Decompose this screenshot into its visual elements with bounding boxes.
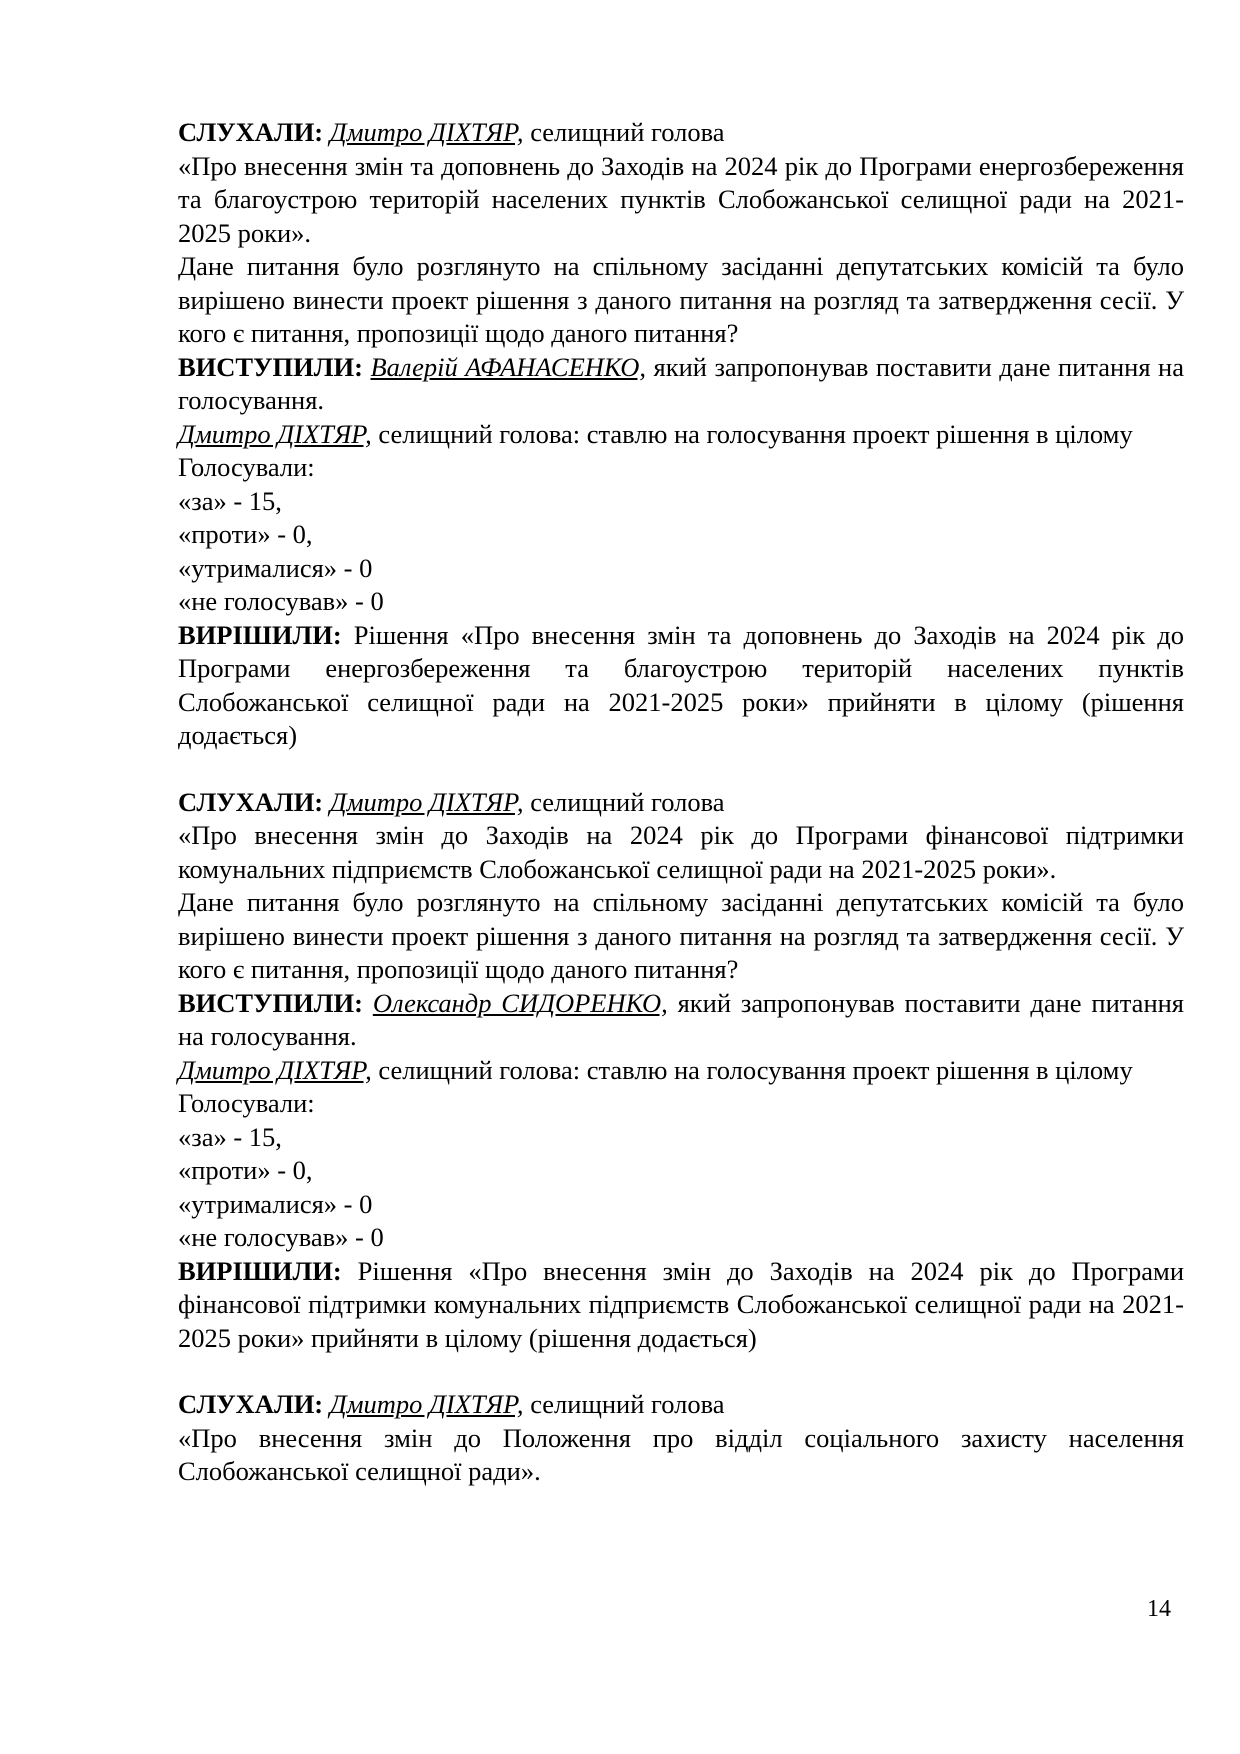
- speaker-role: селищний голова: [523, 1389, 725, 1419]
- vote-abstained: «утрималися» - 0: [178, 552, 373, 583]
- document-page: [178, 116, 1184, 1489]
- heard-line-3: [178, 1388, 1184, 1422]
- speaker-name: Олександр СИДОРЕНКО,: [372, 987, 668, 1018]
- vote-for: «за» - 15,: [178, 485, 282, 516]
- heard-label: СЛУХАЛИ:: [178, 1389, 324, 1419]
- decided-line-1: [178, 619, 1184, 753]
- spoke-text: який запропонував поставити дане питання на голосування.: [178, 351, 1184, 415]
- speaker-name: Дмитро ДІХТЯР,: [329, 117, 524, 147]
- spoke-label: ВИСТУПИЛИ:: [178, 987, 363, 1018]
- chair-name: Дмитро ДІХТЯР,: [178, 1054, 372, 1085]
- topic-2: «Про внесення змін до Заходів на 2024 рік до Програми фінансової підтримки комунальних підприємств Слобожанської селищної ради на 2021-2025 роки».: [178, 820, 1184, 884]
- spoke-label: ВИСТУПИЛИ:: [178, 351, 363, 382]
- vote-against: «проти» - 0,: [178, 519, 313, 549]
- speaker-name: Валерій АФАНАСЕНКО,: [370, 351, 647, 382]
- discussion-2: Дане питання було розглянуто на спільному засіданні депутатських комісій та було вирішено винести проект рішення з даного питання на розгляд та затвердження сесії. У кого є питання, пропозиції щодо даного питання?: [178, 887, 1184, 984]
- page-number: 14: [1147, 1596, 1171, 1622]
- vote-for: «за» - 15,: [178, 1121, 282, 1152]
- spoke-text: який запропонував поставити дане питання на голосування.: [178, 987, 1184, 1051]
- decided-text: Рішення «Про внесення змін та доповнень до Заходів на 2024 рік до Програми енергозбереження та благоустрою територій населених пунктів Слобожанської селищної ради на 2021-2025 роки» прийняти в цілому (рішення додається): [178, 619, 1184, 750]
- voting-title: Голосували:: [178, 452, 315, 482]
- voting-title: Голосували:: [178, 1088, 315, 1118]
- spoke-line-1: [178, 351, 1184, 418]
- section-gap: [178, 1355, 1184, 1388]
- chair-text: селищний голова: ставлю на голосування проект рішення в цілому: [371, 1054, 1133, 1085]
- discussion-1: Дане питання було розглянуто на спільному засіданні депутатських комісій та було вирішено винести проект рішення з даного питання на розгляд та затвердження сесії. У кого є питання, пропозиції щодо даного питання?: [178, 251, 1184, 348]
- chair-line-1: [178, 418, 1184, 452]
- vote-abstained: «утрималися» - 0: [178, 1188, 373, 1219]
- speaker-role: селищний голова: [523, 117, 725, 147]
- spoke-line-2: [178, 987, 1184, 1054]
- chair-line-2: [178, 1054, 1184, 1088]
- decided-label: ВИРІШИЛИ:: [178, 619, 342, 650]
- vote-not-voted: «не голосував» - 0: [178, 1222, 384, 1252]
- chair-text: селищний голова: ставлю на голосування проект рішення в цілому: [371, 418, 1133, 449]
- heard-line-1: [178, 116, 1184, 150]
- section-gap: [178, 753, 1184, 786]
- speaker-name: Дмитро ДІХТЯР,: [329, 1389, 524, 1419]
- topic-3: «Про внесення змін до Положення про відділ соціального захисту населення Слобожанської селищної ради».: [178, 1422, 1184, 1486]
- speaker-name: Дмитро ДІХТЯР,: [329, 786, 524, 817]
- heard-label: СЛУХАЛИ:: [178, 117, 324, 147]
- topic-1: «Про внесення змін та доповнень до Заходів на 2024 рік до Програми енергозбереження та благоустрою територій населених пунктів Слобожанської селищної ради на 2021-2025 роки».: [178, 150, 1184, 248]
- decided-text: Рішення «Про внесення змін до Заходів на 2024 рік до Програми фінансової підтримки комунальних підприємств Слобожанської селищної ради на 2021-2025 роки» прийняти в цілому (рішення додається): [178, 1255, 1184, 1353]
- chair-name: Дмитро ДІХТЯР,: [178, 418, 372, 449]
- speaker-role: селищний голова: [523, 786, 725, 817]
- vote-against: «проти» - 0,: [178, 1155, 313, 1185]
- decided-label: ВИРІШИЛИ:: [178, 1255, 342, 1286]
- heard-line-2: [178, 786, 1184, 820]
- vote-not-voted: «не голосував» - 0: [178, 586, 384, 616]
- heard-label: СЛУХАЛИ:: [178, 786, 324, 817]
- decided-line-2: [178, 1255, 1184, 1356]
